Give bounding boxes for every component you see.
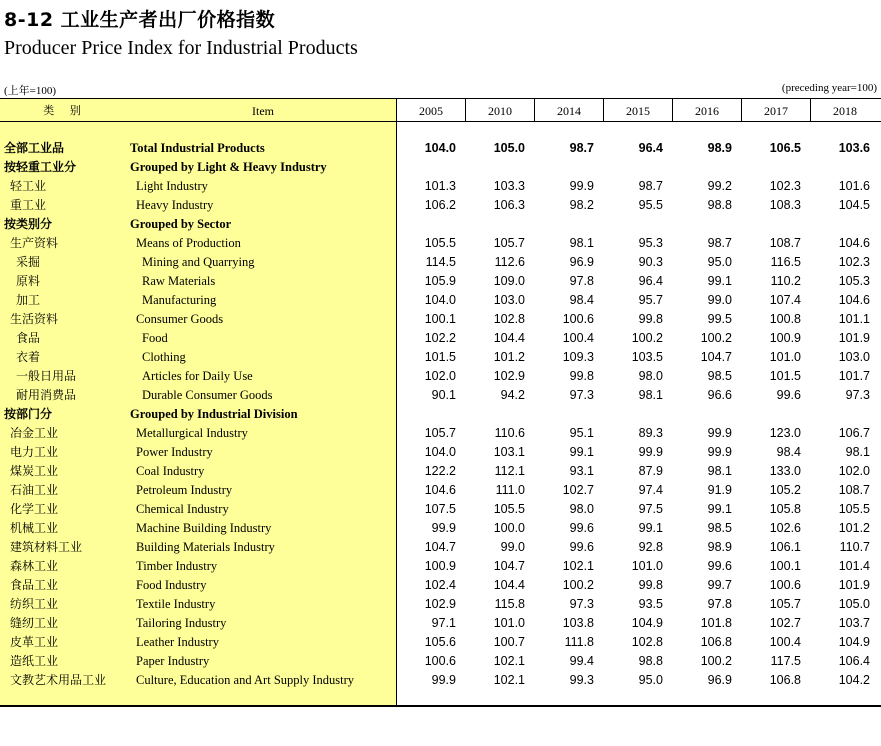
row-label-en: Heavy Industry	[136, 198, 214, 212]
unit-note-cn: (上年=100)	[4, 85, 57, 97]
value-cell: 110.2	[770, 274, 801, 288]
value-cell: 97.3	[569, 597, 594, 611]
value-cell: 104.7	[493, 559, 525, 573]
value-cell: 103.0	[493, 293, 525, 307]
value-cell: 102.9	[424, 597, 456, 611]
row-label-en: Textile Industry	[136, 597, 216, 611]
row-label-en: Chemical Industry	[136, 502, 229, 516]
value-cell: 101.6	[838, 179, 870, 193]
table-top-rule	[0, 98, 881, 99]
value-cell: 97.3	[845, 388, 870, 402]
value-cell: 98.5	[707, 521, 732, 535]
row-label-en: Grouped by Industrial Division	[130, 407, 298, 421]
value-cell: 104.9	[838, 635, 870, 649]
value-cell: 100.0	[493, 521, 525, 535]
value-cell: 98.2	[569, 198, 594, 212]
value-cell: 98.4	[569, 293, 594, 307]
value-cell: 103.0	[838, 350, 870, 364]
value-cell: 98.5	[707, 369, 732, 383]
row-label-cn: 一般日用品	[16, 369, 77, 383]
header-year: 2010	[488, 104, 512, 118]
value-cell: 100.1	[769, 559, 801, 573]
value-cell: 92.8	[638, 540, 663, 554]
table-row	[0, 671, 881, 690]
value-cell: 99.3	[569, 673, 594, 687]
value-cell: 100.6	[769, 578, 801, 592]
row-label-cn: 按部门分	[4, 407, 53, 421]
value-cell: 93.5	[638, 597, 663, 611]
value-cell: 99.2	[707, 179, 732, 193]
value-cell: 98.8	[707, 198, 732, 212]
value-cell: 104.2	[838, 673, 870, 687]
value-cell: 98.7	[638, 179, 663, 193]
value-cell: 111.8	[564, 635, 594, 649]
row-label-cn: 采掘	[16, 255, 41, 269]
table-group-row	[0, 405, 881, 424]
value-cell: 99.9	[707, 426, 732, 440]
value-cell: 98.1	[638, 388, 663, 402]
value-cell: 98.1	[707, 464, 732, 478]
value-cell: 99.9	[707, 445, 732, 459]
value-cell: 98.9	[707, 141, 732, 155]
row-label-cn: 森林工业	[10, 559, 59, 573]
row-label-cn: 电力工业	[10, 445, 59, 459]
value-cell: 106.8	[769, 673, 801, 687]
value-cell: 100.8	[769, 312, 801, 326]
row-label-en: Food	[142, 331, 168, 345]
value-cell: 99.1	[569, 445, 594, 459]
table-row	[0, 291, 881, 310]
value-cell: 101.9	[838, 331, 870, 345]
value-cell: 102.8	[631, 635, 663, 649]
value-cell: 95.7	[638, 293, 663, 307]
value-cell: 99.8	[638, 578, 663, 592]
table-row	[0, 500, 881, 519]
value-cell: 96.4	[638, 141, 663, 155]
value-cell: 100.2	[631, 331, 663, 345]
value-cell: 105.8	[769, 502, 801, 516]
table-row	[0, 538, 881, 557]
table-row	[0, 386, 881, 405]
value-cell: 102.1	[493, 673, 525, 687]
value-cell: 103.1	[493, 445, 525, 459]
value-cell: 96.9	[569, 255, 594, 269]
table-row	[0, 652, 881, 671]
value-cell: 103.8	[562, 616, 594, 630]
value-cell: 103.6	[838, 141, 870, 155]
value-cell: 100.4	[769, 635, 801, 649]
value-cell: 102.3	[838, 255, 870, 269]
value-cell: 110.6	[494, 426, 525, 440]
value-cell: 104.5	[838, 198, 870, 212]
value-cell: 105.0	[493, 141, 525, 155]
row-label-cn: 化学工业	[10, 502, 59, 516]
table-row	[0, 462, 881, 481]
row-label-en: Clothing	[142, 350, 186, 364]
value-cell: 106.2	[424, 198, 456, 212]
row-label-cn: 建筑材料工业	[10, 540, 83, 554]
value-cell: 95.5	[638, 198, 663, 212]
row-label-en: Light Industry	[136, 179, 208, 193]
row-label-en: Culture, Education and Art Supply Industry	[136, 673, 355, 687]
value-cell: 99.9	[431, 521, 456, 535]
row-label-en: Total Industrial Products	[130, 141, 265, 155]
header-year: 2017	[764, 104, 788, 118]
table-row	[0, 633, 881, 652]
value-cell: 108.7	[838, 483, 870, 497]
value-cell: 98.7	[569, 141, 594, 155]
value-cell: 99.8	[638, 312, 663, 326]
value-cell: 112.6	[494, 255, 525, 269]
table-row	[0, 253, 881, 272]
value-cell: 105.7	[493, 236, 525, 250]
row-label-cn: 衣着	[16, 350, 41, 364]
header-bottom-rule	[0, 121, 881, 122]
table-row	[0, 519, 881, 538]
table-row	[0, 329, 881, 348]
table-row	[0, 348, 881, 367]
value-cell: 104.4	[493, 578, 525, 592]
value-cell: 108.3	[769, 198, 801, 212]
value-cell: 105.5	[493, 502, 525, 516]
row-label-cn: 造纸工业	[10, 654, 59, 668]
value-cell: 98.7	[707, 236, 732, 250]
row-label-en: Manufacturing	[142, 293, 217, 307]
value-cell: 104.7	[424, 540, 456, 554]
value-cell: 110.7	[839, 540, 870, 554]
row-label-en: Consumer Goods	[136, 312, 224, 326]
table-body	[0, 139, 881, 690]
value-cell: 97.4	[638, 483, 663, 497]
row-label-en: Building Materials Industry	[136, 540, 275, 554]
table-row	[0, 424, 881, 443]
value-cell: 99.4	[569, 654, 594, 668]
table-row	[0, 595, 881, 614]
header-year: 2005	[419, 104, 443, 118]
row-label-en: Tailoring Industry	[136, 616, 227, 630]
value-cell: 99.1	[707, 502, 732, 516]
table-row	[0, 367, 881, 386]
row-label-en: Timber Industry	[136, 559, 218, 573]
row-label-cn: 纺织工业	[10, 597, 59, 611]
value-cell: 99.0	[707, 293, 732, 307]
value-cell: 122.2	[424, 464, 456, 478]
value-cell: 96.9	[707, 673, 732, 687]
value-cell: 104.0	[424, 293, 456, 307]
value-cell: 102.0	[838, 464, 870, 478]
table-row	[0, 139, 881, 158]
row-label-cn: 按类别分	[4, 217, 53, 231]
value-cell: 105.5	[838, 502, 870, 516]
value-cell: 106.5	[769, 141, 801, 155]
row-label-cn: 生产资料	[10, 236, 59, 250]
value-cell: 95.3	[638, 236, 663, 250]
value-cell: 99.6	[776, 388, 801, 402]
value-cell: 107.5	[424, 502, 456, 516]
value-cell: 99.0	[500, 540, 525, 554]
header-year: 2018	[833, 104, 857, 118]
row-label-en: Metallurgical Industry	[136, 426, 248, 440]
value-cell: 100.9	[424, 559, 456, 573]
value-cell: 97.8	[569, 274, 594, 288]
value-cell: 106.4	[838, 654, 870, 668]
value-cell: 96.4	[638, 274, 663, 288]
row-label-cn: 轻工业	[10, 179, 47, 193]
value-cell: 99.6	[569, 540, 594, 554]
value-cell: 105.7	[424, 426, 456, 440]
table-title-cn: 8-12 工业生产者出厂价格指数	[4, 9, 276, 31]
value-cell: 115.8	[494, 597, 525, 611]
value-cell: 104.6	[424, 483, 456, 497]
value-cell: 102.7	[562, 483, 594, 497]
unit-note-en: (preceding year=100)	[781, 82, 877, 94]
value-cell: 102.2	[424, 331, 456, 345]
value-cell: 100.6	[424, 654, 456, 668]
value-cell: 97.3	[569, 388, 594, 402]
value-cell: 90.3	[638, 255, 663, 269]
row-label-cn: 食品	[16, 331, 41, 345]
value-cell: 104.9	[631, 616, 663, 630]
value-cell: 104.7	[700, 350, 732, 364]
value-cell: 102.0	[424, 369, 456, 383]
table-group-row	[0, 215, 881, 234]
value-cell: 102.7	[769, 616, 801, 630]
value-cell: 105.3	[838, 274, 870, 288]
table-row	[0, 443, 881, 462]
value-cell: 102.3	[769, 179, 801, 193]
value-cell: 101.2	[493, 350, 525, 364]
value-cell: 103.5	[631, 350, 663, 364]
value-cell: 100.7	[493, 635, 525, 649]
value-cell: 101.4	[838, 559, 870, 573]
value-cell: 101.5	[769, 369, 801, 383]
value-cell: 101.9	[838, 578, 870, 592]
value-cell: 104.0	[424, 141, 456, 155]
value-cell: 97.8	[707, 597, 732, 611]
row-label-en: Articles for Daily Use	[142, 369, 253, 383]
value-cell: 94.2	[500, 388, 525, 402]
row-label-cn: 食品工业	[10, 578, 59, 592]
table-row	[0, 234, 881, 253]
row-label-en: Grouped by Light & Heavy Industry	[130, 160, 327, 174]
value-cell: 116.5	[770, 255, 801, 269]
value-cell: 100.2	[562, 578, 594, 592]
value-cell: 102.6	[769, 521, 801, 535]
value-cell: 101.3	[424, 179, 456, 193]
value-cell: 106.1	[769, 540, 801, 554]
value-cell: 106.7	[838, 426, 870, 440]
value-cell: 108.7	[769, 236, 801, 250]
row-label-cn: 皮革工业	[10, 635, 59, 649]
table-row	[0, 481, 881, 500]
value-cell: 102.1	[493, 654, 525, 668]
table-row	[0, 614, 881, 633]
value-cell: 97.1	[431, 616, 456, 630]
value-cell: 103.7	[838, 616, 870, 630]
header-year: 2014	[557, 104, 581, 118]
value-cell: 104.0	[424, 445, 456, 459]
table-row	[0, 177, 881, 196]
value-cell: 95.0	[707, 255, 732, 269]
row-label-en: Paper Industry	[136, 654, 210, 668]
value-cell: 101.2	[838, 521, 870, 535]
table-row	[0, 196, 881, 215]
value-cell: 95.0	[638, 673, 663, 687]
value-cell: 99.1	[638, 521, 663, 535]
value-cell: 98.8	[638, 654, 663, 668]
value-cell: 97.5	[638, 502, 663, 516]
value-cell: 107.4	[769, 293, 801, 307]
row-label-cn: 缝纫工业	[10, 616, 59, 630]
table-title-en: Producer Price Index for Industrial Products	[4, 37, 358, 59]
value-cell: 102.9	[493, 369, 525, 383]
header-item: Item	[252, 104, 274, 118]
value-cell: 99.1	[707, 274, 732, 288]
value-cell: 89.3	[638, 426, 663, 440]
value-cell: 98.1	[569, 236, 594, 250]
value-cell: 98.4	[776, 445, 801, 459]
row-label-en: Raw Materials	[142, 274, 216, 288]
row-label-cn: 石油工业	[10, 483, 59, 497]
row-label-cn: 冶金工业	[10, 426, 59, 440]
value-cell: 93.1	[569, 464, 594, 478]
value-cell: 111.0	[495, 483, 525, 497]
table-row	[0, 310, 881, 329]
value-cell: 114.5	[425, 255, 456, 269]
value-cell: 101.1	[838, 312, 870, 326]
table-row	[0, 557, 881, 576]
value-cell: 96.6	[707, 388, 732, 402]
value-cell: 105.2	[769, 483, 801, 497]
value-cell: 100.9	[769, 331, 801, 345]
value-cell: 117.5	[770, 654, 801, 668]
row-label-en: Leather Industry	[136, 635, 219, 649]
value-cell: 101.0	[769, 350, 801, 364]
row-label-cn: 重工业	[10, 198, 47, 212]
value-cell: 101.0	[493, 616, 525, 630]
row-label-cn: 机械工业	[10, 521, 59, 535]
row-label-en: Grouped by Sector	[130, 217, 232, 231]
value-cell: 133.0	[769, 464, 801, 478]
value-cell: 105.9	[424, 274, 456, 288]
value-cell: 105.6	[424, 635, 456, 649]
row-label-en: Durable Consumer Goods	[142, 388, 273, 402]
table-row	[0, 576, 881, 595]
value-cell: 101.7	[838, 369, 870, 383]
row-label-cn: 耐用消费品	[16, 388, 77, 402]
value-cell: 102.8	[493, 312, 525, 326]
value-cell: 105.7	[769, 597, 801, 611]
value-cell: 109.0	[493, 274, 525, 288]
row-label-en: Food Industry	[136, 578, 207, 592]
value-cell: 123.0	[769, 426, 801, 440]
row-label-cn: 煤炭工业	[10, 464, 59, 478]
row-label-cn: 按轻重工业分	[4, 160, 77, 174]
value-cell: 104.6	[838, 236, 870, 250]
value-cell: 99.6	[707, 559, 732, 573]
value-cell: 98.0	[569, 502, 594, 516]
value-cell: 100.2	[700, 654, 732, 668]
row-label-cn: 加工	[16, 293, 41, 307]
row-label-en: Coal Industry	[136, 464, 205, 478]
value-cell: 100.1	[424, 312, 456, 326]
value-cell: 106.8	[700, 635, 732, 649]
value-cell: 87.9	[638, 464, 663, 478]
value-cell: 101.0	[631, 559, 663, 573]
value-cell: 98.0	[638, 369, 663, 383]
value-cell: 112.1	[494, 464, 525, 478]
value-cell: 100.6	[562, 312, 594, 326]
value-cell: 91.9	[707, 483, 732, 497]
value-cell: 100.2	[700, 331, 732, 345]
value-cell: 102.4	[424, 578, 456, 592]
value-cell: 100.4	[562, 331, 594, 345]
row-label-cn: 文教艺术用品工业	[10, 673, 107, 687]
row-label-cn: 生活资料	[10, 312, 59, 326]
value-cell: 109.3	[562, 350, 594, 364]
value-cell: 99.9	[638, 445, 663, 459]
value-cell: 98.9	[707, 540, 732, 554]
value-cell: 90.1	[431, 388, 456, 402]
value-cell: 99.9	[569, 179, 594, 193]
header-category: 类 别	[43, 104, 87, 117]
row-label-en: Machine Building Industry	[136, 521, 272, 535]
row-label-en: Means of Production	[136, 236, 241, 250]
value-cell: 95.1	[569, 426, 594, 440]
value-cell: 101.8	[700, 616, 732, 630]
value-cell: 98.1	[845, 445, 870, 459]
value-cell: 105.5	[424, 236, 456, 250]
value-cell: 99.8	[569, 369, 594, 383]
table-bottom-rule	[0, 705, 881, 707]
value-cell: 99.7	[707, 578, 732, 592]
value-cell: 104.4	[493, 331, 525, 345]
value-cell: 99.6	[569, 521, 594, 535]
value-cell: 99.9	[431, 673, 456, 687]
value-cell: 101.5	[424, 350, 456, 364]
header-year: 2015	[626, 104, 650, 118]
header-year: 2016	[695, 104, 719, 118]
row-label-en: Petroleum Industry	[136, 483, 233, 497]
value-cell: 102.1	[562, 559, 594, 573]
row-label-cn: 全部工业品	[4, 141, 65, 155]
row-label-cn: 原料	[16, 274, 41, 288]
value-cell: 99.5	[707, 312, 732, 326]
value-cell: 104.6	[838, 293, 870, 307]
row-label-en: Power Industry	[136, 445, 213, 459]
table-group-row	[0, 158, 881, 177]
row-label-en: Mining and Quarrying	[142, 255, 255, 269]
table-row	[0, 272, 881, 291]
value-cell: 103.3	[493, 179, 525, 193]
value-cell: 105.0	[838, 597, 870, 611]
value-cell: 106.3	[493, 198, 525, 212]
